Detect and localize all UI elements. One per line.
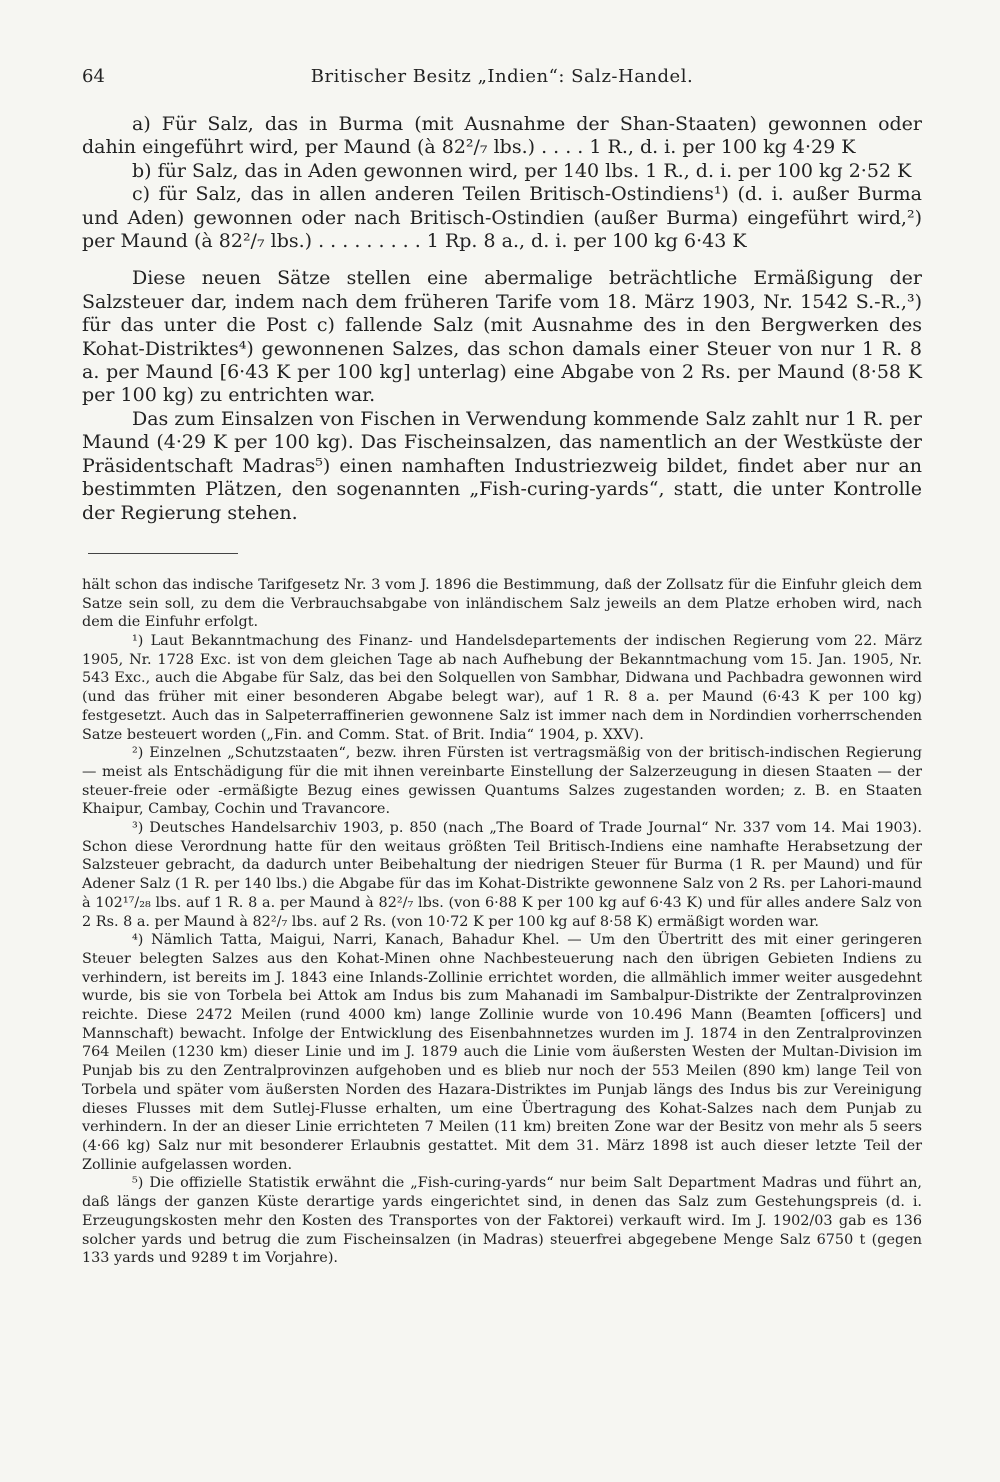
tariff-entry-a: a) Für Salz, das in Burma (mit Ausnahme der Shan-Staaten) gewonnen oder dahin eingeführt wird, per Maund (à 82²/₇ lbs.) . . . . 1 R., d. i. per 100 kg 4·29 K <box>82 113 922 159</box>
footnote-3: ³) Deutsches Handelsarchiv 1903, p. 850 (nach „The Board of Trade Journal“ Nr. 337 vom 14. Mai 1903). Schon diese Verordnung hatte für den weitaus größten Teil Britisch-Indiens eine namhafte Herabsetzung der Salzsteuer gebracht, da dadurch unter Beibehaltung der niedrigen Steuer für Burma (1 R. per Maund) und für Adener Salz (1 R. per 140 lbs.) die Abgabe für das im Kohat-Distrikte gewonnene Salz von 2 Rs. per Lahori-maund à 102¹⁷/₂₈ lbs. auf 1 R. 8 a. per Maund à 82²/₇ lbs. (von 6·88 K per 100 kg auf 6·43 K) und für alles andere Salz von 2 Rs. 8 a. per Maund à 82²/₇ lbs. auf 2 Rs. (von 10·72 K per 100 kg auf 8·58 K) ermäßigt worden war. <box>82 820 922 930</box>
footnote-5: ⁵) Die offizielle Statistik erwähnt die „Fish-curing-yards“ nur beim Salt Department Madras und führt an, daß längs der ganzen Küste derartige yards eingerichtet sind, in denen das Salz zum Gestehungspreis (d. i. Erzeugungskosten mehr den Kosten des Transportes von der Faktorei) verkauft wird. Im J. 1902/03 gab es 136 solcher yards und betrug die zum Fischeinsalzen (in Madras) steuerfrei abgegebene Menge Salz 6750 t (gegen 133 yards und 9289 t im Vorjahre). <box>82 1175 922 1267</box>
tariff-entry-b: b) für Salz, das in Aden gewonnen wird, per 140 lbs. 1 R., d. i. per 100 kg 2·52 K <box>132 159 912 182</box>
footnote-separator <box>88 553 238 554</box>
footnote-4: ⁴) Nämlich Tatta, Maigui, Narri, Kanach, Bahadur Khel. — Um den Übertritt des mit einer geringeren Steuer belegten Salzes aus den Kohat-Minen ohne Nachbesteuerung nach den übrigen Gebieten Indiens zu verhindern, ist bereits im J. 1843 eine Inlands-Zollinie errichtet worden, die allmählich immer weiter ausgedehnt wurde, bis sie von Torbela bei Attok am Indus bis zum Mahanadi im Sambalpur-Distrikte der Zentralprovinzen reichte. Diese 2472 Meilen (rund 4000 km) lange Zollinie wurde von 10.496 Mann (Beamten [officers] und Mannschaft) bewacht. Infolge der Entwicklung des Eisenbahnnetzes wurden im J. 1874 in den Zentralprovinzen 764 Meilen (1230 km) dieser Linie und im J. 1879 auch die Linie vom äußersten Westen der Multan-Division im Punjab bis zu den Zentralprovinzen aufgehoben und es blieb nur noch der 553 Meilen (890 km) lange Teil von Torbela und später vom äußersten Norden des Hazara-Distriktes im Punjab längs des Indus bis zur Vereinigung dieses Flusses mit dem Sutlej-Flusse erhalten, um eine Übertragung des Kohat-Salzes nach dem Punjab zu verhindern. In der an dieser Linie errichteten 7 Meilen (11 km) breiten Zone war der Besitz von mehr als 5 seers (4·66 kg) Salz nur mit besonderer Erlaubnis gestattet. Mit dem 31. März 1898 ist auch dieser letzte Teil der Zollinie aufgelassen worden. <box>82 932 922 1173</box>
footnote-1: ¹) Laut Bekanntmachung des Finanz- und Handelsdepartements der indischen Regierung vom 22. März 1905, Nr. 1728 Exc. ist von dem gleichen Tage ab nach Aufhebung der Bekanntmachung vom 15. Jan. 1905, Nr. 543 Exc., auch die Abgabe für Salz, das bei den Solquellen von Sambhar, Didwana und Pachbadra gewonnen wird (und das früher mit einer besonderen Abgabe belegt war), auf 1 R. 8 a. per Maund (6·43 K per 100 kg) festgesetzt. Auch das in Salpeterraffinerien gewonnene Salz ist immer nach dem in Nordindien vorherrschenden Satze besteuert worden („Fin. and Comm. Stat. of Brit. India“ 1904, p. XXV). <box>82 633 922 743</box>
main-text <box>82 113 922 525</box>
tariff-entry-c: c) für Salz, das in allen anderen Teilen Britisch-Ostindiens¹) (d. i. außer Burma und Aden) gewonnen oder nach Britisch-Ostindien (außer Burma) eingeführt wird,²) per Maund (à 82²/₇ lbs.) . . . . . . . . . 1 Rp. 8 a., d. i. per 100 kg 6·43 K <box>82 183 922 253</box>
page-header <box>82 66 922 87</box>
body-paragraph: Diese neuen Sätze stellen eine abermalige beträchtliche Ermäßigung der Salzsteuer dar, indem nach dem früheren Tarife vom 18. März 1903, Nr. 1542 S.-R.,³) für das unter die Post c) fallende Salz (mit Ausnahme des in den Bergwerken des Kohat-Distriktes⁴) gewonnenen Salzes, das schon damals einer Steuer von nur 1 R. 8 a. per Maund [6·43 K per 100 kg] unterlag) eine Abgabe von 2 Rs. per Maund (8·58 K per 100 kg) zu entrichten war. <box>82 267 922 407</box>
footnote-2: ²) Einzelnen „Schutzstaaten“, bezw. ihren Fürsten ist vertragsmäßig von der britisch-indischen Regierung — meist als Entschädigung für die mit ihnen vereinbarte Einstellung der Salzerzeugung in diesen Staaten — der steuer-freie oder -ermäßigte Bezug eines gewissen Quantums Salzes zugestanden worden; z. B. en Staaten Khaipur, Cambay, Cochin und Travancore. <box>82 745 922 818</box>
footnote-continuation: hält schon das indische Tarifgesetz Nr. 3 vom J. 1896 die Bestimmung, daß der Zollsatz für die Einfuhr gleich dem Satze sein soll, zu dem die Verbrauchsabgabe von inländischem Salz jeweils an dem Platze erhoben wird, nach dem die Einfuhr erfolgt. <box>82 576 922 631</box>
page-number: 64 <box>82 66 105 87</box>
document-page <box>82 66 922 1268</box>
running-title: Britischer Besitz „Indien“: Salz-Handel. <box>310 66 694 87</box>
footnotes <box>82 576 922 1268</box>
body-paragraph: Das zum Einsalzen von Fischen in Verwendung kommende Salz zahlt nur 1 R. per Maund (4·29 K per 100 kg). Das Fischeinsalzen, das namentlich an der Westküste der Präsidentschaft Madras⁵) einen namhaften Industriezweig bildet, findet aber nur an bestimmten Plätzen, den sogenannten „Fish-curing-yards“, statt, die unter Kontrolle der Regierung stehen. <box>82 407 922 524</box>
